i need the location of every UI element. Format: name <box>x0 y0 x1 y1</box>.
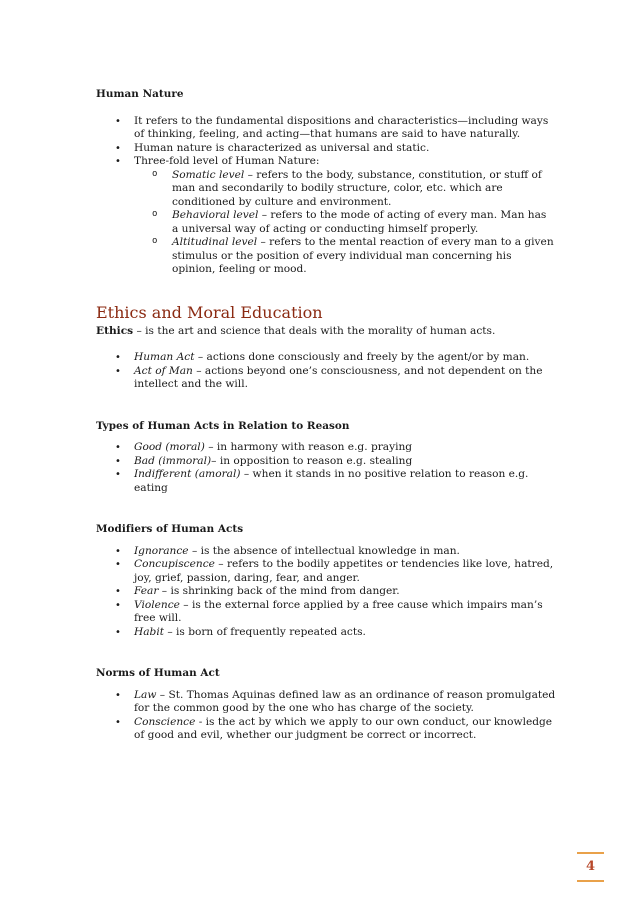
definition: – refers to the body, substance, constitution, or stuff of man and secondarily to bodily structure, color, etc. which are conditioned by culture and environment. <box>172 168 542 208</box>
term: Act of Man <box>134 364 193 377</box>
section-heading-types: Types of Human Acts in Relation to Reason <box>96 419 350 432</box>
bullet-text: Three-fold level of Human Nature: <box>134 155 320 167</box>
definition: – refers to the mental reaction of every man to a given stimulus or the position of every individual man concerning his opinion, feeling or mood. <box>172 236 554 275</box>
term: Ignorance <box>134 544 189 557</box>
definition: – refers to the mode of acting of every man. Man has a universal way of acting or conducting himself properly. <box>172 209 547 235</box>
term: Fear <box>134 585 159 597</box>
definition: – is born of frequently repeated acts. <box>163 625 366 638</box>
term: Human Act <box>134 351 195 363</box>
list-item <box>96 155 556 277</box>
list-item <box>96 115 556 142</box>
sublist-item <box>134 236 556 277</box>
term: Habit <box>134 625 164 638</box>
section-heading-human-nature: Human Nature <box>96 88 184 100</box>
term: Altitudinal level <box>172 236 258 248</box>
bullet-text: It refers to the fundamental dispositions and characteristics—including ways of thinking, feeling, and acting—that humans are said to have naturally. <box>134 114 549 140</box>
list-item <box>96 689 556 716</box>
term: Violence <box>134 598 180 611</box>
norms-list <box>96 689 556 743</box>
definition: – in harmony with reason e.g. praying <box>204 441 413 453</box>
ethics-definition <box>96 325 556 339</box>
list-item <box>96 455 556 469</box>
section-heading-norms: Norms of Human Act <box>96 667 220 679</box>
definition: – refers to the bodily appetites or tendencies like love, hatred, joy, grief, passion, daring, fear, and anger. <box>134 558 554 584</box>
levels-sublist <box>134 169 556 277</box>
list-item <box>96 142 556 156</box>
list-item <box>96 545 556 559</box>
list-item <box>96 599 556 626</box>
definition: – is the absence of intellectual knowledge in man. <box>188 544 460 557</box>
bullet-text: Human nature is characterized as universal and static. <box>134 141 430 154</box>
term: Ethics <box>96 324 134 337</box>
list-item <box>96 626 556 640</box>
list-item <box>96 351 556 365</box>
definition: – actions beyond one’s consciousness, and not dependent on the intellect and the will. <box>134 364 543 390</box>
human-nature-list <box>96 115 556 277</box>
modifiers-list <box>96 545 556 640</box>
term: Behavioral level <box>172 209 259 221</box>
ethics-list <box>96 351 556 392</box>
section-title-ethics: Ethics and Moral Education <box>96 302 323 322</box>
definition: – St. Thomas Aquinas defined law as an ordinance of reason promulgated for the common good by the one who has charge of the society. <box>134 688 556 714</box>
definition: – is the art and science that deals with the morality of human acts. <box>133 324 496 337</box>
definition: – when it stands in no positive relation to reason e.g. eating <box>134 468 529 494</box>
term: Indifferent (amoral) <box>134 468 241 480</box>
term: Good (moral) <box>134 441 205 453</box>
page-number: 4 <box>577 852 604 882</box>
types-list <box>96 441 556 495</box>
term: Concupiscence <box>134 558 215 570</box>
definition: – actions done consciously and freely by the agent/or by man. <box>194 351 530 363</box>
list-item <box>96 365 556 392</box>
list-item <box>96 716 556 743</box>
definition: – in opposition to reason e.g. stealing <box>211 454 413 467</box>
sublist-item <box>134 169 556 210</box>
list-item <box>96 441 556 455</box>
definition: – is shrinking back of the mind from danger. <box>158 585 400 597</box>
term: Conscience <box>134 715 196 728</box>
definition: – is the external force applied by a free cause which impairs man’s free will. <box>134 598 543 624</box>
sublist-item <box>134 209 556 236</box>
definition: - is the act by which we apply to our own conduct, our knowledge of good and evil, whether our judgment be correct or incorrect. <box>134 715 553 741</box>
list-item <box>96 468 556 495</box>
list-item <box>96 558 556 585</box>
section-heading-modifiers: Modifiers of Human Acts <box>96 523 244 535</box>
term: Bad (immoral) <box>134 454 212 467</box>
term: Somatic level <box>172 168 245 181</box>
list-item <box>96 585 556 599</box>
document-page <box>96 86 556 743</box>
term: Law <box>134 688 157 701</box>
